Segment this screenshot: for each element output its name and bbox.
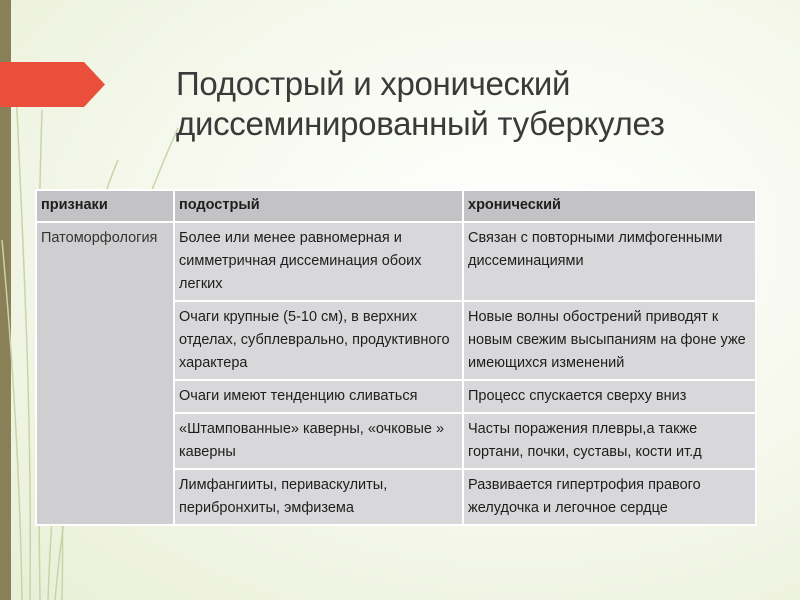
header-chronic: хронический [463,190,756,222]
table-header-row [36,190,756,222]
table-cell: Лимфангииты, периваскулиты, перибронхиты, эмфизема [174,469,463,525]
header-subacute: подострый [174,190,463,222]
table-cell: «Штампованные» каверны, «очковые » каверны [174,413,463,469]
table-cell: Очаги имеют тенденцию сливаться [174,380,463,413]
page-title: Подострый и хронический диссеминированный туберкулез [176,65,665,142]
table-cell: Связан с повторными лимфогенными диссеминациями [463,222,756,301]
table-cell: Часты поражения плевры,а также гортани, почки, суставы, кости ит.д [463,413,756,469]
table-row [36,222,756,301]
table-cell: Процесс спускается сверху вниз [463,380,756,413]
row-label-pathomorphology: Патоморфология [36,222,174,525]
comparison-table [35,189,757,526]
table-cell: Очаги крупные (5-10 см), в верхних отделах, субплеврально, продуктивного характера [174,301,463,380]
table-cell: Новые волны обострений приводят к новым свежим высыпаниям на фоне уже имеющихся изменений [463,301,756,380]
header-signs: признаки [36,190,174,222]
table-cell: Более или менее равномерная и симметричная диссеминация обоих легких [174,222,463,301]
title-arrow-accent [0,62,105,107]
table-cell: Развивается гипертрофия правого желудочка и легочное сердце [463,469,756,525]
